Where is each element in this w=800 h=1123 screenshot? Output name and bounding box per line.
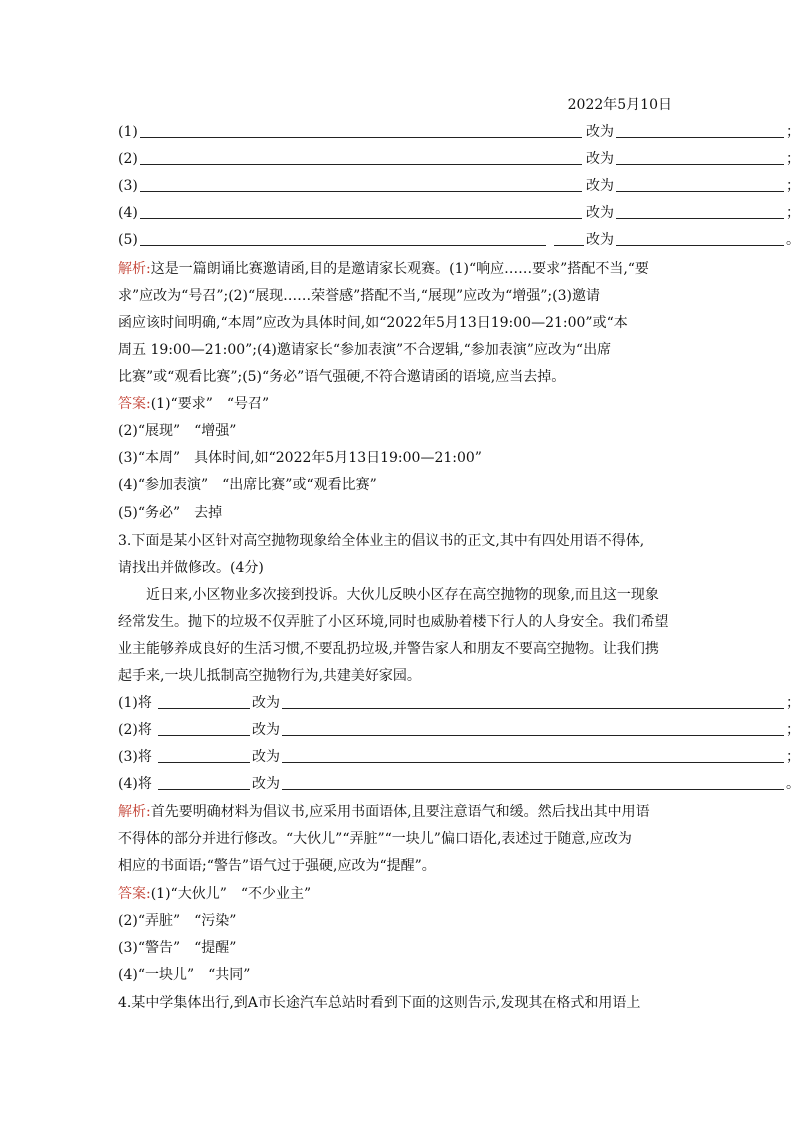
analysis-line: 相应的书面语;“警告”语气过于强硬,应改为“提醒”。	[118, 858, 436, 874]
answer-blank[interactable]	[554, 245, 584, 246]
row-punct: ；	[786, 178, 800, 194]
row-punct: ；	[786, 151, 800, 167]
letter-date: 2022年5月10日	[567, 97, 672, 113]
row-number: (5)	[118, 232, 138, 248]
analysis-line	[118, 258, 678, 280]
answer-line: (4)“一块儿” “共同”	[118, 967, 251, 983]
fill-row-1	[118, 121, 800, 143]
answer-text: (1)“大伙儿” “不少业主”	[150, 886, 312, 902]
answer-blank[interactable]	[282, 708, 784, 709]
row-punct: ；	[786, 124, 800, 140]
analysis-line: 函应该时间明确,“本周”应改为具体时间,如“2022年5月13日19:00—21:00”或“本	[118, 315, 628, 331]
answer-line: (5)“务必” 去掉	[118, 505, 223, 521]
answer-blank[interactable]	[140, 164, 582, 165]
answer-line	[118, 393, 678, 415]
answer-blank[interactable]	[140, 218, 582, 219]
fill-row-2	[118, 719, 800, 741]
analysis-line: 周五 19:00—21:00”;(4)邀请家长“参加表演”不合逻辑,“参加表演”应改为“出席	[118, 342, 612, 358]
fill-row-3	[118, 175, 800, 197]
question-line: 3.下面是某小区针对高空抛物现象给全体业主的倡议书的正文,其中有四处用语不得体,	[118, 533, 645, 549]
row-connector: 改为	[252, 695, 280, 711]
row-punct: ；	[786, 695, 800, 711]
row-connector: 改为	[252, 776, 280, 792]
analysis-text: 这是一篇朗诵比赛邀请函,目的是邀请家长观赛。(1)“响应……要求”搭配不当,“要	[150, 261, 649, 277]
answer-blank[interactable]	[616, 164, 784, 165]
answer-line	[118, 883, 678, 905]
fill-row-2	[118, 148, 800, 170]
row-connector: 改为	[586, 178, 614, 194]
answer-blank[interactable]	[140, 191, 582, 192]
answer-text: (1)“要求” “号召”	[150, 396, 270, 412]
row-number: (1)	[118, 124, 138, 140]
row-number: (3)将	[118, 749, 152, 765]
question-line: 请找出并做修改。(4分)	[118, 560, 264, 576]
row-number: (2)	[118, 151, 138, 167]
row-connector: 改为	[586, 124, 614, 140]
question-line: 4.某中学集体出行,到A市长途汽车总站时看到下面的这则告示,发现其在格式和用语上	[118, 995, 641, 1011]
row-punct: ；	[786, 722, 800, 738]
analysis-line	[118, 801, 678, 823]
answer-blank[interactable]	[158, 789, 250, 790]
row-punct: ；	[786, 749, 800, 765]
row-connector: 改为	[586, 205, 614, 221]
passage-line: 近日来,小区物业多次接到投诉。大伙儿反映小区存在高空抛物的现象,而且这一现象	[146, 587, 659, 603]
answer-blank[interactable]	[140, 137, 582, 138]
fill-row-3	[118, 746, 800, 768]
row-connector: 改为	[586, 151, 614, 167]
answer-label: 答案:	[118, 396, 151, 412]
answer-blank[interactable]	[158, 762, 250, 763]
answer-blank[interactable]	[140, 245, 546, 246]
row-punct: 。	[786, 232, 800, 248]
analysis-text: 首先要明确材料为倡议书,应采用书面语体,且要注意语气和缓。然后找出其中用语	[150, 804, 650, 820]
answer-line: (2)“展现” “增强”	[118, 423, 237, 439]
answer-blank[interactable]	[616, 218, 784, 219]
analysis-line: 不得体的部分并进行修改。“大伙儿”“弄脏”“一块儿”偏口语化,表述过于随意,应改为	[118, 831, 632, 847]
fill-row-4	[118, 202, 800, 224]
answer-blank[interactable]	[282, 762, 784, 763]
answer-blank[interactable]	[616, 191, 784, 192]
row-punct: 。	[786, 776, 800, 792]
answer-line: (4)“参加表演” “出席比赛”或“观看比赛”	[118, 477, 377, 493]
answer-blank[interactable]	[282, 735, 784, 736]
analysis-line: 比赛”或“观看比赛”;(5)“务必”语气强硬,不符合邀请函的语境,应当去掉。	[118, 369, 566, 385]
answer-blank[interactable]	[616, 137, 784, 138]
passage-line: 经常发生。抛下的垃圾不仅弄脏了小区环境,同时也威胁着楼下行人的人身安全。我们希望	[118, 614, 669, 630]
row-number: (4)将	[118, 776, 152, 792]
passage-line: 起手来,一块儿抵制高空抛物行为,共建美好家园。	[118, 668, 421, 684]
row-punct: ；	[786, 205, 800, 221]
answer-blank[interactable]	[158, 735, 250, 736]
answer-blank[interactable]	[282, 789, 784, 790]
fill-row-1	[118, 692, 800, 714]
row-number: (2)将	[118, 722, 152, 738]
passage-line: 业主能够养成良好的生活习惯,不要乱扔垃圾,并警告家人和朋友不要高空抛物。让我们携	[118, 641, 659, 657]
analysis-label: 解析:	[118, 804, 151, 820]
fill-row-4	[118, 773, 800, 795]
analysis-label: 解析:	[118, 261, 151, 277]
row-connector: 改为	[586, 232, 614, 248]
row-number: (1)将	[118, 695, 152, 711]
answer-line: (3)“本周” 具体时间,如“2022年5月13日19:00—21:00”	[118, 450, 482, 466]
answer-line: (2)“弄脏” “污染”	[118, 913, 237, 929]
row-connector: 改为	[252, 722, 280, 738]
answer-line: (3)“警告” “提醒”	[118, 940, 237, 956]
answer-blank[interactable]	[158, 708, 250, 709]
row-number: (4)	[118, 205, 138, 221]
row-number: (3)	[118, 178, 138, 194]
answer-label: 答案:	[118, 886, 151, 902]
fill-row-5	[118, 229, 800, 251]
answer-blank[interactable]	[616, 245, 784, 246]
row-connector: 改为	[252, 749, 280, 765]
analysis-line: 求”应改为“号召”;(2)“展现……荣誉感”搭配不当,“展现”应改为“增强”;(3)邀请	[118, 288, 600, 304]
